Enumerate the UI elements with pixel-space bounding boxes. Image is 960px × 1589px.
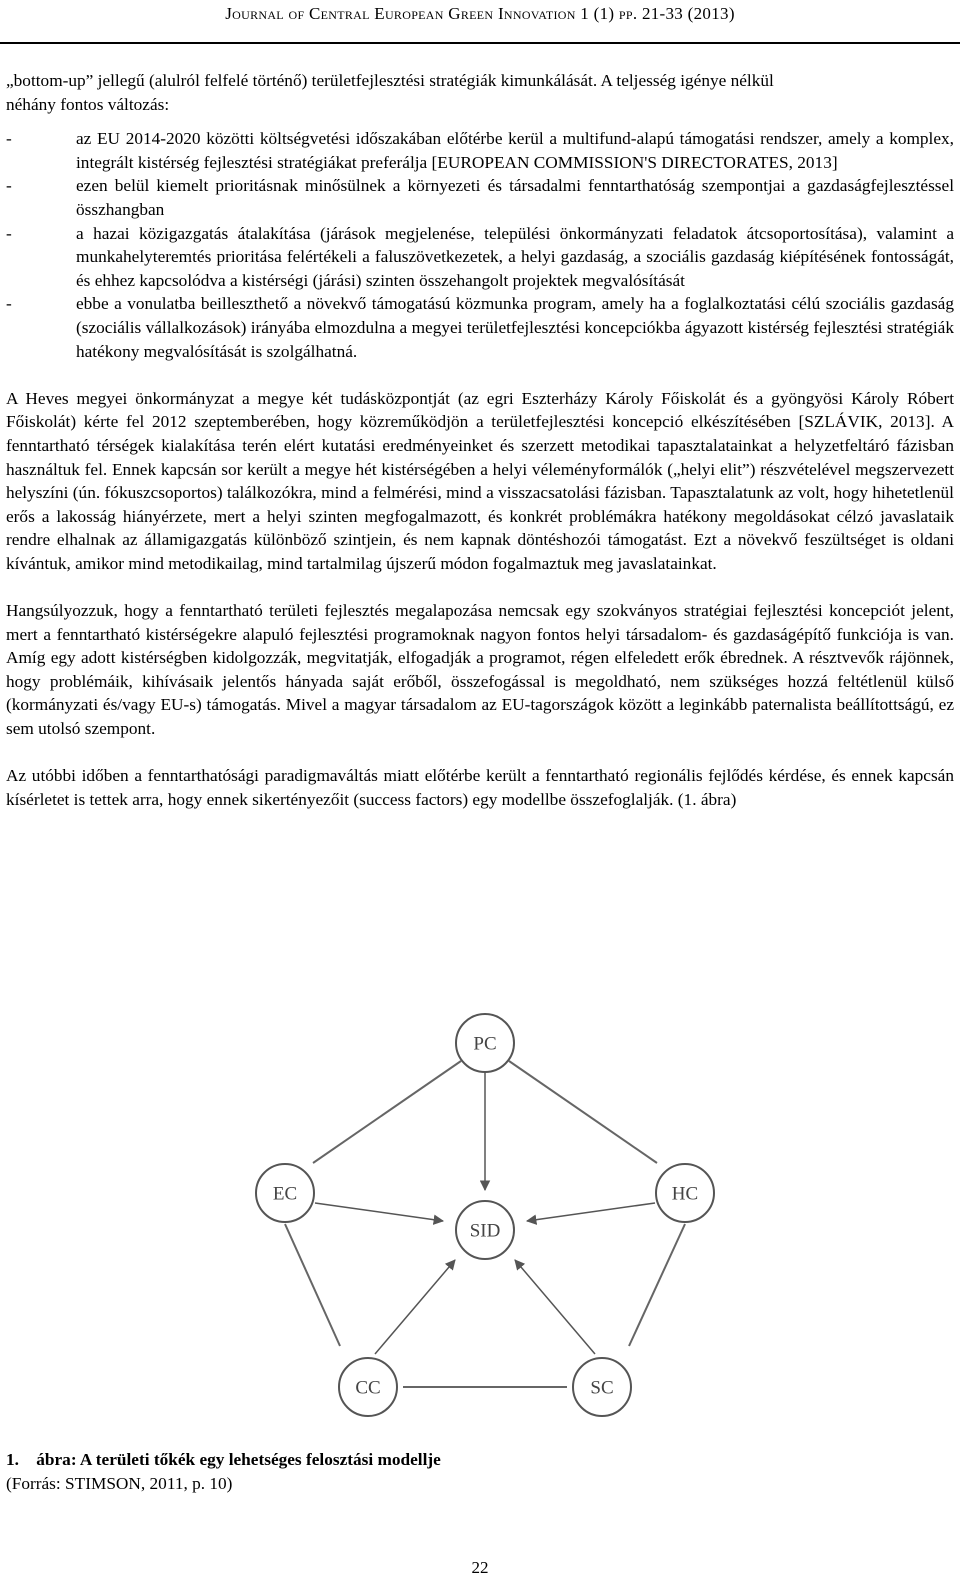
list-item bbox=[6, 222, 954, 293]
node-label-hc: HC bbox=[671, 1183, 699, 1205]
arrow-ec-sid bbox=[315, 1203, 443, 1221]
arrow-sc-sid bbox=[515, 1260, 595, 1354]
list-item-text: az EU 2014-2020 közötti költségvetési időszakában előtérbe kerül a multifund-alapú támogatási rendszer, amely a komplex, integrált kistérség fejlesztési stratégiákat preferálja [EUROPEAN COMMISSION'S DIRECTORATES, 2013] bbox=[76, 129, 954, 172]
paragraph-emphasis: Hangsúlyozzuk, hogy a fenntartható területi fejlesztés megalapozása nemcsak egy szokványos stratégiai fejlesztési koncepciót jelent, mert a fenntartható kistérségekre alapuló fejlesztési programoknak nagyon fontos helyi társadalom- és gazdaságépítő funkciója is van. Amíg egy adott kistérségben kidolgozzák, megvitatják, elfogadják a programot, régen elfeledett erők ébrednek. A résztvevők rájönnek, hogy problémáik, kihívásaik jelentős hányada saját erőből, összefogással is megoldható, nem szükséges hozzá feltétlenül külső (kormányzati és/vagy EU-s) támogatás. Mivel a magyar társadalom az EU-tagországok között a leginkább paternalista beállítottságú, ez sem utolsó szempont. bbox=[6, 601, 954, 739]
caption-source: (Forrás: STIMSON, 2011, p. 10) bbox=[6, 1474, 233, 1493]
page-number: 22 bbox=[471, 1558, 489, 1577]
list-item bbox=[6, 127, 954, 174]
node-label-ec: EC bbox=[272, 1183, 298, 1205]
caption-title bbox=[6, 1448, 441, 1472]
intro-paragraph bbox=[6, 69, 954, 116]
list-dash: - bbox=[6, 129, 12, 149]
running-header: Journal of Central European Green Innovation 1 (1) pp. 21-33 (2013) bbox=[225, 4, 735, 23]
node-label-sc: SC bbox=[590, 1377, 614, 1399]
list-item bbox=[6, 174, 954, 221]
node-label-pc: PC bbox=[473, 1033, 497, 1055]
edge-pc-ec bbox=[313, 1061, 461, 1163]
list-item-text: ebbe a vonulatba beilleszthető a növekvő támogatású közmunka program, amely ha a foglalkoztatási célú szociális gazdaság (szociális vállalkozások) irányába elmozdulna a megyei területfejlesztési koncepciókba ágyazott kistérség fejlesztési stratégiák hatékony megvalósítását is szolgálhatná. bbox=[76, 294, 954, 361]
node-label-cc: CC bbox=[355, 1377, 381, 1399]
list-dash: - bbox=[6, 294, 12, 314]
paragraph-heves: A Heves megyei önkormányzat a megye két tudásközpontját (az egri Eszterházy Károly Főiskolát és a gyöngyösi Károly Róbert Főiskolát) kérte fel 2012 szeptemberében, hogy közreműködjön a területfejlesztési koncepció elkészítésében [SZLÁVIK, 2013]. A fenntartható térségek kialakítása terén elért kutatási eredményeinket és szerzett metodikai tapasztalatainkat a helyzetfeltáró fázisban használtuk fel. Ennek kapcsán sor került a megye hét kistérségében a helyi véleményformálók („helyi elit”) részvételével megszervezett helyszíni (ún. fókuszcsoportos) találkozókra, mind a felmérési, mind a visszacsatolási fázisban. Tapasztalatunk az volt, hogy hihetetlenül erős a lakosság hiányérzete, mert a helyi szinten megfogalmazott, és konkrét problémákra hatékony megoldásokat célzó javaslataik rendre elhalnak az államigazgatás különböző szintjein, és nem kapnak döntéshozói támogatást. Ezt a növekvő feszültséget is oldani kívántuk, amikor mind metodikailag, mind tartalmilag újszerű módon fogalmaztuk meg javaslatainkat. bbox=[6, 388, 954, 573]
arrow-hc-sid bbox=[527, 1203, 655, 1221]
list-item-text: a hazai közigazgatás átalakítása (járások megjelenése, települési önkormányzati feladatok átcsoportosítása), valamint a munkahelyteremtés prioritása felértékeli a faluszövetkezetek, a helyi gazdaság, a szociális gazdaság kiépítésének fontosságát, és ehhez kapcsolódva a kistérségi (járási) szinten összehangolt projektek megvalósítását bbox=[76, 223, 954, 290]
list-dash: - bbox=[6, 176, 12, 196]
list-dash: - bbox=[6, 223, 12, 243]
figure-caption bbox=[6, 1448, 441, 1496]
edge-ec-cc bbox=[285, 1224, 340, 1346]
paragraph-paradigm: Az utóbbi időben a fenntarthatósági paradigmaváltás miatt előtérbe került a fenntartható regionális fejlődés kérdése, és ennek kapcsán kísérletet is tettek arra, hogy ennek sikertényezőit (success factors) egy modellbe összefoglalják. (1. ábra) bbox=[6, 766, 954, 809]
territorial-capital-diagram bbox=[255, 1006, 725, 1436]
caption-number: 1. bbox=[6, 1450, 19, 1469]
node-label-sid: SID bbox=[469, 1220, 501, 1242]
list-item-text: ezen belül kiemelt prioritásnak minősülnek a környezeti és társadalmi fenntarthatóság szempontjai a gazdaságfejlesztéssel összhangban bbox=[76, 176, 954, 219]
list-item bbox=[6, 292, 954, 363]
intro-line-1: „bottom-up” jellegű (alulról felfelé történő) területfejlesztési stratégiák kimunkálását. A teljesség igénye nélkül bbox=[6, 71, 774, 90]
edge-hc-sc bbox=[629, 1224, 685, 1346]
change-list bbox=[6, 127, 954, 363]
arrow-cc-sid bbox=[375, 1260, 455, 1354]
edge-pc-hc bbox=[509, 1061, 657, 1163]
body-text bbox=[6, 69, 954, 811]
intro-line-2: néhány fontos változás: bbox=[6, 94, 170, 114]
header-rule bbox=[0, 42, 960, 44]
caption-text: ábra: A területi tőkék egy lehetséges felosztási modellje bbox=[36, 1450, 441, 1469]
